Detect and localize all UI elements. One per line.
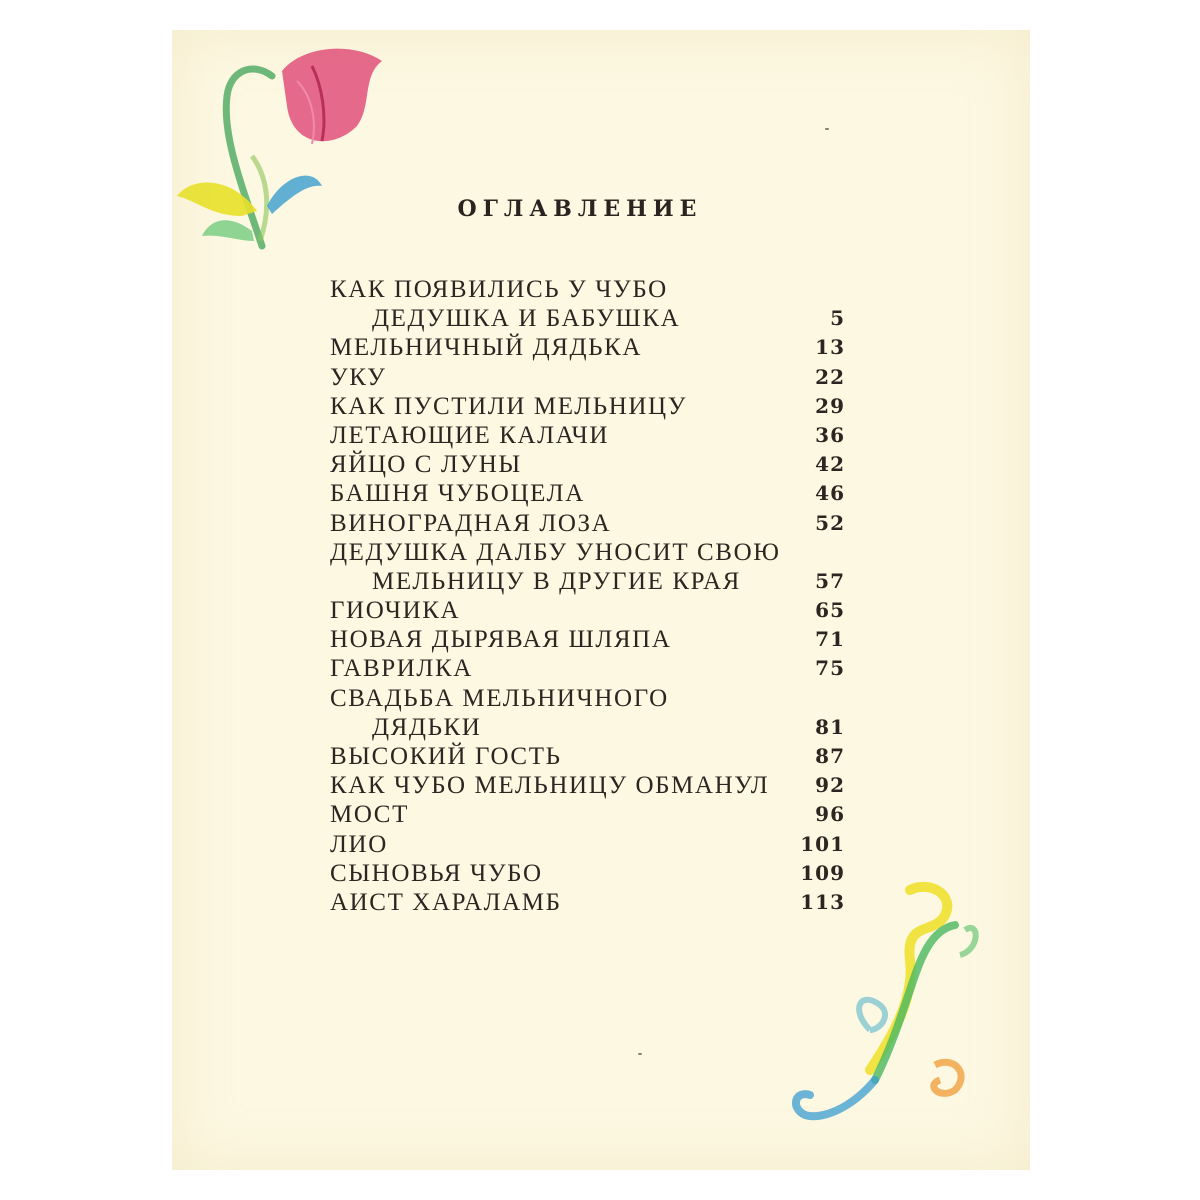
table-of-contents <box>330 275 845 917</box>
toc-entry-title: ЯЙЦО С ЛУНЫ <box>330 451 522 479</box>
toc-entry-title: МОСТ <box>330 801 409 829</box>
toc-page-number: 65 <box>815 598 845 623</box>
toc-entry-title: ГАВРИЛКА <box>330 655 473 683</box>
toc-entry-line <box>330 333 845 362</box>
toc-page-number: 75 <box>815 656 845 681</box>
toc-entry-title: СВАДЬБА МЕЛЬНИЧНОГО <box>330 684 669 712</box>
toc-entry-line <box>330 304 845 333</box>
toc-entry-title: УКУ <box>330 363 387 391</box>
toc-entry-title: МЕЛЬНИЦУ В ДРУГИЕ КРАЯ <box>372 567 741 595</box>
toc-heading: ОГЛАВЛЕНИЕ <box>457 196 703 222</box>
swirl-illustration <box>780 880 980 1160</box>
toc-entry-line <box>330 450 845 479</box>
toc-entry-title: СЫНОВЬЯ ЧУБО <box>330 859 543 887</box>
toc-page-number: 81 <box>815 714 845 739</box>
toc-entry-title: КАК ПОЯВИЛИСЬ У ЧУБО <box>330 276 668 303</box>
toc-entry-line <box>330 567 845 596</box>
toc-page-number: 71 <box>815 627 845 652</box>
toc-entry-title: ВЫСОКИЙ ГОСТЬ <box>330 743 562 770</box>
toc-entry-title: ДЕДУШКА И БАБУШКА <box>372 305 681 333</box>
toc-entry-line <box>330 654 845 683</box>
toc-entry-title: ДЕДУШКА ДАЛБУ УНОСИТ СВОЮ <box>330 538 781 566</box>
toc-page-number: 92 <box>815 773 845 798</box>
toc-page-number: 96 <box>815 802 845 827</box>
toc-entry-line <box>330 392 845 421</box>
toc-page-number: 109 <box>800 860 845 885</box>
toc-entry-title: КАК ПУСТИЛИ МЕЛЬНИЦУ <box>330 392 688 420</box>
toc-page-number: 36 <box>815 422 845 447</box>
toc-entry-line <box>330 742 845 771</box>
toc-entry-line <box>330 888 845 917</box>
toc-entry-title: НОВАЯ ДЫРЯВАЯ ШЛЯПА <box>330 626 672 654</box>
toc-entry-line <box>330 538 845 567</box>
toc-entry-line <box>330 684 845 713</box>
toc-entry-line <box>330 421 845 450</box>
toc-entry-line <box>330 859 845 888</box>
toc-entry-title: ДЯДЬКИ <box>372 713 482 741</box>
toc-entry-line <box>330 830 845 859</box>
toc-page-number: 42 <box>815 452 845 477</box>
toc-entry-line <box>330 625 845 654</box>
toc-entry-line <box>330 771 845 800</box>
toc-entry-line <box>330 713 845 742</box>
toc-page-number: 101 <box>800 831 845 856</box>
toc-page-number: 29 <box>815 393 845 418</box>
toc-entry-line <box>330 596 845 625</box>
toc-page-number: 87 <box>815 744 845 768</box>
toc-entry-title: ВИНОГРАДНАЯ ЛОЗА <box>330 509 612 537</box>
toc-page-number: 57 <box>815 568 845 593</box>
toc-entry-title: БАШНЯ ЧУБОЦЕЛА <box>330 480 585 508</box>
toc-entry-title: МЕЛЬНИЧНЫЙ ДЯДЬКА <box>330 334 643 362</box>
toc-page-number: 52 <box>815 510 845 535</box>
toc-entry-title: ГИОЧИКА <box>330 597 461 625</box>
toc-entry-line <box>330 509 845 538</box>
toc-page-number: 46 <box>815 481 845 506</box>
toc-page-number: 113 <box>800 889 845 914</box>
toc-page-number: 13 <box>815 335 845 360</box>
toc-page-number: 22 <box>815 364 845 389</box>
toc-entry-title: КАК ЧУБО МЕЛЬНИЦУ ОБМАНУЛ <box>330 772 770 800</box>
toc-entry-title: ЛИО <box>330 830 388 858</box>
toc-entry-line <box>330 275 845 304</box>
paper-speck <box>825 128 829 130</box>
toc-page-number: 5 <box>830 306 845 331</box>
toc-entry-title: ЛЕТАЮЩИЕ КАЛАЧИ <box>330 421 610 449</box>
toc-entry-line <box>330 800 845 829</box>
toc-entry-line <box>330 363 845 392</box>
toc-entry-line <box>330 479 845 508</box>
flower-illustration <box>172 36 392 266</box>
toc-entry-title: АИСТ ХАРАЛАМБ <box>330 888 562 916</box>
paper-speck <box>638 1053 642 1055</box>
